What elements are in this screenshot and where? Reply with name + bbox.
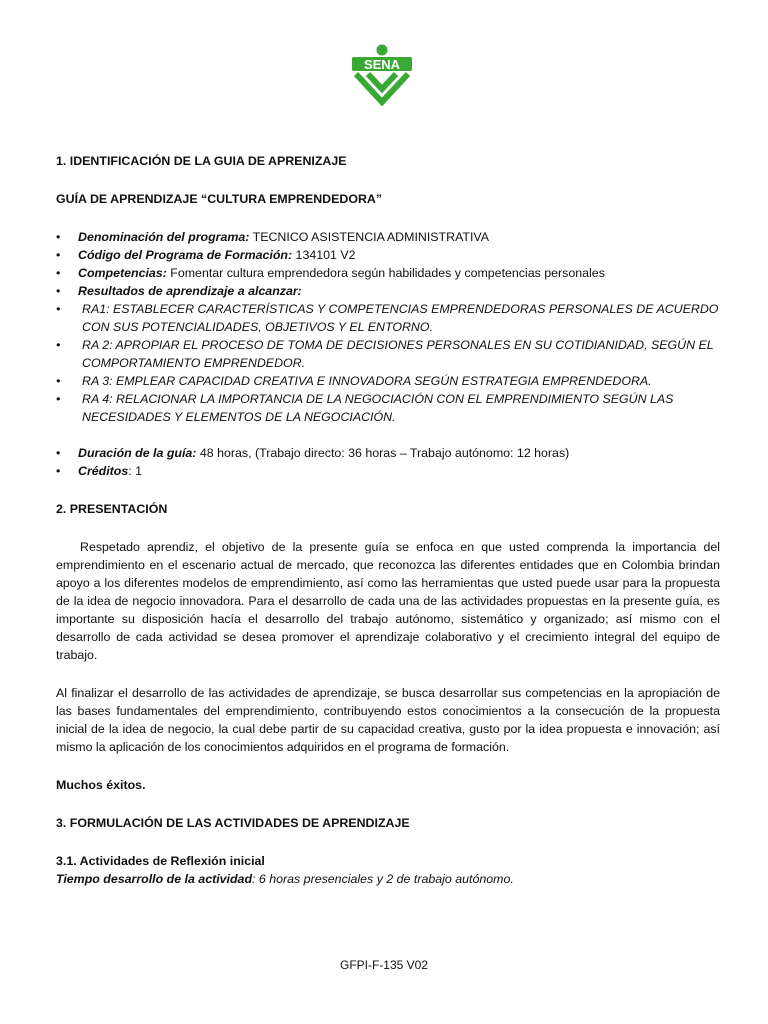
section3-title: 3. FORMULACIÓN DE LAS ACTIVIDADES DE APRENDIZAJE xyxy=(56,816,410,830)
footer-code: GFPI-F-135 V02 xyxy=(339,958,429,972)
result-item: • RA 3: EMPLEAR CAPACIDAD CREATIVA E INNOVADORA SEGÚN ESTRATEGIA EMPRENDEDORA. xyxy=(56,374,652,388)
section2-title: 2. PRESENTACIÓN xyxy=(56,502,168,516)
info-item-code: • Código del Programa de Formación: 134101 V2 xyxy=(56,248,356,262)
closing-text: Muchos éxitos. xyxy=(56,778,146,792)
credits-item: • Créditos: 1 xyxy=(56,464,143,478)
duration-item: • Duración de la guía: 48 horas, (Trabajo directo: 36 horas – Trabajo autónomo: 12 horas) xyxy=(56,446,570,460)
result-item: • RA 4: RELACIONAR LA IMPORTANCIA DE LA NEGOCIACIÓN CON EL EMPRENDIMIENTO SEGÚN LAS NECESIDADES Y ELEMENTOS DE LA NEGOCIACIÓN. xyxy=(56,392,674,424)
activity-time: Tiempo desarrollo de la actividad: 6 horas presenciales y 2 de trabajo autónomo. xyxy=(56,872,514,886)
sena-logo xyxy=(350,44,414,106)
info-list xyxy=(56,228,720,426)
presentation-paragraph-1: Respetado aprendiz, el objetivo de la presente guía se enfoca en que usted comprenda la importancia del emprendimiento en el escenario actual de mercado, que reconozca las diferentes entidades que en Colombia brindan apoyo a los diferentes modelos de emprendimiento, así como las herramientas que usted puede usar para la propuesta de la idea de negocio innovadora. Para el desarrollo de cada una de las actividades propuestas en la presente guía, es importante su disposición hacía el desarrollo del trabajo autónomo, sistemático y organizado; así mismo con el desarrollo de cada actividad se desea promover el aprendizaje colaborativo y el crecimiento integral del equipo de trabajo. xyxy=(56,540,720,662)
info-item-program: • Denominación del programa: TECNICO ASISTENCIA ADMINISTRATIVA xyxy=(56,230,490,244)
document-content xyxy=(56,152,720,888)
section1-title: 1. IDENTIFICACIÓN DE LA GUIA DE APRENIZAJE xyxy=(56,154,347,168)
section31-title: 3.1. Actividades de Reflexión inicial xyxy=(56,854,265,868)
guide-title: GUÍA DE APRENDIZAJE “CULTURA EMPRENDEDORA” xyxy=(56,192,383,206)
duration-list xyxy=(56,444,720,480)
presentation-paragraph-2: Al finalizar el desarrollo de las actividades de aprendizaje, se busca desarrollar sus competencias en la apropiación de las bases fundamentales del emprendimiento, contribuyendo estos conocimientos a la consecución de la propuesta inicial de la idea de negocio, la cual debe partir de su capacidad creativa, gusto por la idea propuesta e innovación; así mismo la aplicación de los conocimientos adquiridos en el programa de formación. xyxy=(56,686,720,754)
result-item: • RA1: ESTABLECER CARACTERÍSTICAS Y COMPETENCIAS EMPRENDEDORAS PERSONALES DE ACUERDO CON SUS POTENCIALIDADES, OBJETIVOS Y EL ENTORNO. xyxy=(56,302,719,334)
sena-logo-text: SENA xyxy=(363,57,401,72)
info-item-competencies: • Competencias: Fomentar cultura emprendedora según habilidades y competencias personales xyxy=(56,266,605,280)
info-item-results: • Resultados de aprendizaje a alcanzar: xyxy=(56,284,302,298)
result-item: • RA 2: APROPIAR EL PROCESO DE TOMA DE DECISIONES PERSONALES EN SU COTIDIANIDAD, SEGÚN EL COMPORTAMIENTO EMPRENDEDOR. xyxy=(56,338,714,370)
